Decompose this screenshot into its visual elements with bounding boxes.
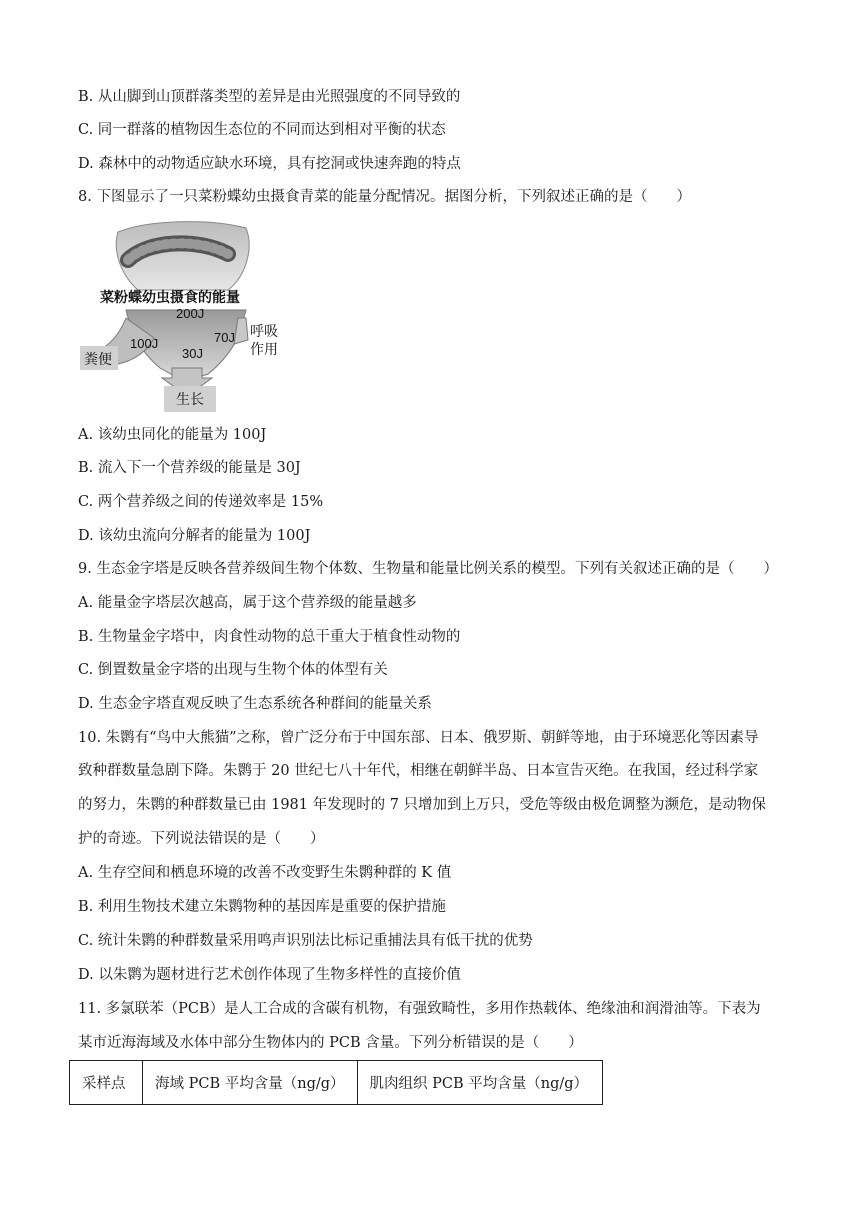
q7-option-b: B. 从山脚到山顶群落类型的差异是由光照强度的不同导致的 (78, 89, 461, 105)
question-10-stem-2: 致种群数量急剧下降。朱鹮于 20 世纪七八十年代，相继在朝鲜半岛、日本宣告灭绝。在我国，经过科学家 (78, 763, 759, 779)
pcb-table (69, 1060, 603, 1105)
q7-option-d: D. 森林中的动物适应缺水环境，具有挖洞或快速奔跑的特点 (78, 156, 461, 172)
table-header-cell: 海域 PCB 平均含量（ng/g） (143, 1061, 358, 1105)
respiration-label-2: 作用 (250, 341, 278, 357)
respiration-energy-label: 70J (214, 330, 235, 345)
table-header-cell: 肌肉组织 PCB 平均含量（ng/g） (357, 1061, 602, 1105)
feces-energy-label: 100J (130, 336, 159, 351)
total-energy-label: 200J (176, 306, 205, 321)
q8-option-a: A. 该幼虫同化的能量为 100J (78, 427, 267, 443)
question-10-stem-1: 10. 朱鹮有“鸟中大熊猫”之称，曾广泛分布于中国东部、日本、俄罗斯、朝鲜等地，由于环境恶化等因素导 (78, 730, 759, 746)
q10-option-d: D. 以朱鹮为题材进行艺术创作体现了生物多样性的直接价值 (78, 967, 461, 983)
growth-energy-label: 30J (182, 346, 203, 361)
question-9-stem: 9. 生态金字塔是反映各营养级间生物个体数、生物量和能量比例关系的模型。下列有关叙述正确的是（ ） (78, 561, 778, 577)
q10-option-a: A. 生存空间和栖息环境的改善不改变野生朱鹮种群的 K 值 (78, 865, 452, 881)
energy-flow-figure (78, 218, 288, 414)
energy-flow-diagram (78, 218, 288, 414)
q10-option-b: B. 利用生物技术建立朱鹮物种的基因库是重要的保护措施 (78, 899, 446, 915)
q10-option-c: C. 统计朱鹮的种群数量采用鸣声识别法比标记重捕法具有低干扰的优势 (78, 933, 533, 949)
q9-option-a: A. 能量金字塔层次越高，属于这个营养级的能量越多 (78, 595, 417, 611)
q9-option-b: B. 生物量金字塔中，肉食性动物的总干重大于植食性动物的 (78, 629, 461, 645)
q8-option-d: D. 该幼虫流向分解者的能量为 100J (78, 528, 311, 544)
question-11-stem-2: 某市近海海域及水体中部分生物体内的 PCB 含量。下列分析错误的是（ ） (78, 1035, 583, 1051)
q8-option-c: C. 两个营养级之间的传递效率是 15% (78, 494, 324, 510)
figure-title: 菜粉蝶幼虫摄食的能量 (100, 289, 240, 305)
question-10-stem-3: 的努力，朱鹮的种群数量已由 1981 年发现时的 7 只增加到上万只，受危等级由极危调整为濒危，是动物保 (78, 797, 767, 813)
q9-option-c: C. 倒置数量金字塔的出现与生物个体的体型有关 (78, 662, 388, 678)
question-8-stem: 8. 下图显示了一只菜粉蝶幼虫摄食青菜的能量分配情况。据图分析，下列叙述正确的是（ ） (78, 189, 691, 205)
question-11-stem-1: 11. 多氯联苯（PCB）是人工合成的含碳有机物，有强致畸性，多用作热载体、绝缘油和润滑油等。下表为 (78, 1001, 761, 1017)
table-header-cell: 采样点 (70, 1061, 143, 1105)
feces-label: 粪便 (84, 351, 112, 367)
q7-option-c: C. 同一群落的植物因生态位的不同而达到相对平衡的状态 (78, 122, 446, 138)
growth-label: 生长 (176, 391, 204, 407)
table-header-row (70, 1061, 603, 1105)
q8-option-b: B. 流入下一个营养级的能量是 30J (78, 460, 301, 476)
question-10-stem-4: 护的奇迹。下列说法错误的是（ ） (78, 831, 325, 847)
respiration-label-1: 呼吸 (250, 323, 278, 339)
q9-option-d: D. 生态金字塔直观反映了生态系统各种群间的能量关系 (78, 696, 432, 712)
